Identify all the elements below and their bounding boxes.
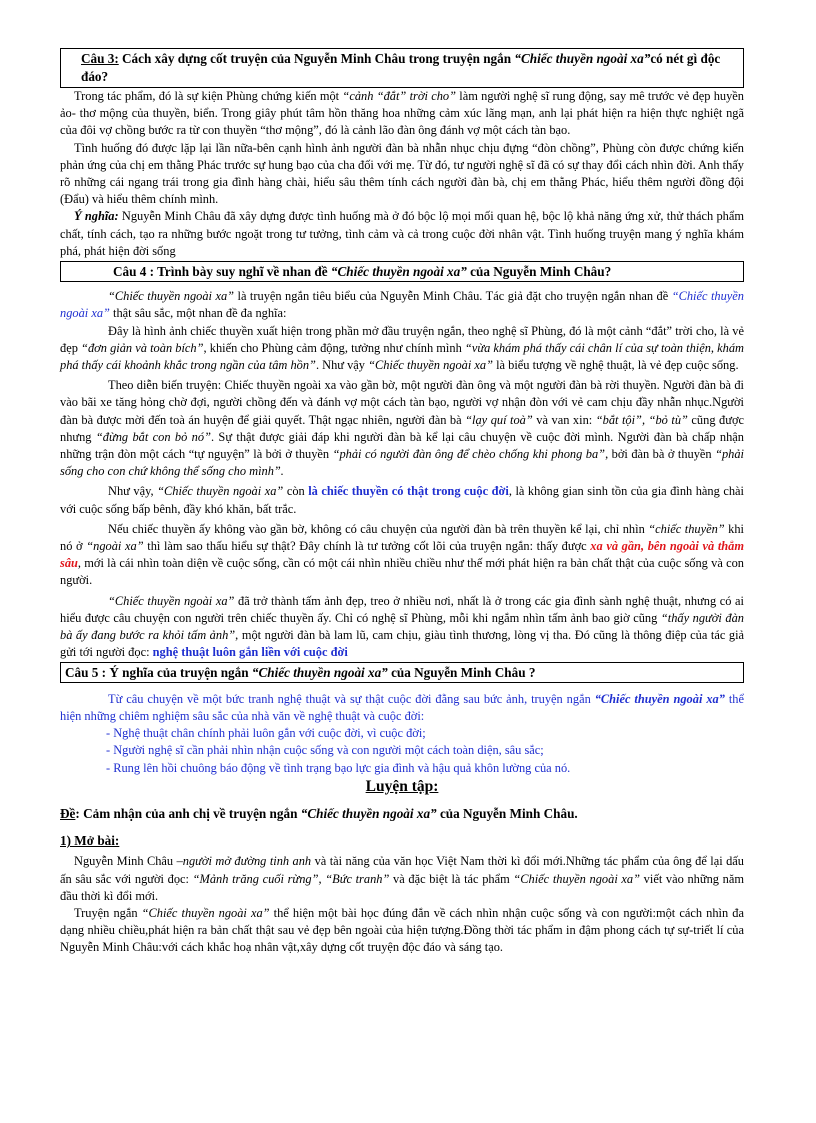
document-page [60, 48, 744, 957]
q5-answer [60, 691, 744, 777]
q3-meaning: Ý nghĩa: Nguyễn Minh Châu đã xây dựng được tình huống mà ở đó bộc lộ mọi mối quan hệ, bộc lộ khả năng ứng xử, thử thách phẩm chất, tính cách, tạo ra những bước ngoặt trong tư tưởng, tình cảm và cả trong cuộc đời nhân vật. Tình huống truyện mang ý nghĩa khám phá, phát hiện đời sống [60, 209, 744, 258]
q5-paragraph-1: Từ câu chuyện về một bức tranh nghệ thuật và sự thật cuộc đời đằng sau bức ảnh, truyện ngắn “Chiếc thuyền ngoài xa” thể hiện những chiêm nghiệm sâu sắc của nhà văn về nghệ thuật và cuộc đời: [60, 691, 744, 723]
q4-paragraph-5: Nếu chiếc thuyền ấy không vào gần bờ, không có câu chuyện của người đàn bà trên thuyền kể lại, chỉ nhìn “chiếc thuyền” khi nó ở “ngoài xa” thì làm sao thấu hiểu sự thật? Đây chính là tư tưởng cốt lõi của truyện ngắn: thấy được xa và gần, bên ngoài và thẳm sâu, mới là cái nhìn toàn diện về cuộc sống, cần có một cái nhìn nhiều chiều như thế mới phát hiện ra bản chất thật của cuộc sống và con người. [60, 521, 745, 588]
question-3-label: Câu 3: [81, 51, 119, 66]
question-3-text-end: có nét gì độc đáo? [81, 51, 721, 84]
q5-bullet-3: - Rung lên hồi chuông báo động về tình trạng bạo lực gia đình và hậu quả khôn lường của nó. [106, 760, 571, 775]
q3-paragraph-2: Tình huống đó được lặp lại lần nữa-bên cạnh hình ảnh người đàn bà nhẫn nhục chịu đựng “đòn chồng”, Phùng còn được chứng kiến phản ứng của chị em thằng Phác trước sự hung bạo của cha đối với mẹ. Từ đó, tư người nghệ sĩ đã có sự thay đổi cách nhìn đời. Anh thấy rõ những cái ngang trái trong gia đình hàng chài, hiểu sâu thêm tính cách người đàn bà, chị em thằng Phác, hiểu thêm người đồng đội (Đẩu) và hiểu thêm chính mình. [60, 140, 744, 207]
intro-paragraph-2: Truyện ngắn “Chiếc thuyền ngoài xa” thể hiện một bài học đúng đắn về cách nhìn nhận cuộc sống và con người:một cách nhìn đa dạng nhiều chiều,phát hiện ra bản chất thật sau vẻ đẹp bên ngoài của hiện tượng.Đồng thời tác phẩm in đậm phong cách tự sự-triết lí của Nguyễn Minh Châu:với cách khắc hoạ nhân vật,xây dựng cốt truyện độc đáo và sáng tạo. [60, 905, 744, 955]
q4-paragraph-4: Như vậy, “Chiếc thuyền ngoài xa” còn là chiếc thuyền có thật trong cuộc đời, là không gian sinh tồn của gia đình hàng chài với cuộc sống bấp bênh, đầy khó khăn, bất trắc. [60, 484, 744, 516]
question-3-heading [60, 48, 744, 88]
q5-bullet-2: - Người nghệ sĩ cần phải nhìn nhận cuộc sống và con người một cách toàn diện, sâu sắc; [106, 743, 544, 758]
practice-title: Luyện tập: [365, 777, 439, 795]
question-4-heading: Câu 4 : Trình bày suy nghĩ về nhan đề “Chiếc thuyền ngoài xa” của Nguyễn Minh Châu? [60, 261, 744, 282]
question-5-heading: Câu 5 : Ý nghĩa của truyện ngắn “Chiếc thuyền ngoài xa” của Nguyễn Minh Châu ? [60, 662, 744, 683]
q4-paragraph-2: Đây là hình ảnh chiếc thuyền xuất hiện trong phần mở đầu truyện ngắn, theo nghệ sĩ Phùng, đó là một cảnh “đắt” trời cho, là vẻ đẹp “đơn giản và toàn bích”, khiến cho Phùng cảm động, tưởng như chính mình “vừa khám phá thấy cái chân lí của sự toàn thiện, khám phá thấy cái khoảnh khắc trong ngần của tâm hồn”. Như vậy “Chiếc thuyền ngoài xa” là biểu tượng về nghệ thuật, là vẻ đẹp cuộc sống. [60, 323, 744, 373]
q4-paragraph-6: “Chiếc thuyền ngoài xa” đã trở thành tấm ảnh đẹp, treo ở nhiều nơi, nhất là ở trong các gia đình sành nghệ thuật, nhưng có ai hiểu được câu chuyện con người trên chiếc thuyền ấy. Chỉ có nghệ sĩ Phùng, mỗi khi ngắm nhìn tấm ảnh bao giờ cũng “thấy người đàn bà ấy đang bước ra khỏi tấm ảnh”, một người đàn bà lam lũ, cam chịu, giàu tình thương, lòng vị tha. Đó cũng là thông điệp của tác giả gửi tới người đọc: nghệ thuật luôn gắn liền với cuộc đời [60, 593, 745, 660]
q4-paragraph-3: Theo diễn biến truyện: Chiếc thuyền ngoài xa vào gần bờ, một người đàn ông và một người đàn bà rời thuyền. Người đàn bà đi vào bãi xe tăng hỏng chờ đợi, người chồng đến và đánh vợ một cách tàn bạo, người vợ nhận đòn với vẻ cam chịu đầy nhẫn nhục.Người đàn bà được mời đến toà án huyện để giải quyết. Thật ngạc nhiên, người đàn bà “lạy quí toà” và van xin: “bắt tội”, “bỏ tù” cũng được nhưng “đừng bắt con bỏ nó”. Sự thật được giải đáp khi người đàn bà kể lại câu chuyện về cuộc đời mình. Người đàn bà chấp nhận những trận đòn một cách “tự nguyện” là bởi ở thuyền “phải có người đàn ông để chèo chống khi phong ba”, bởi đàn bà ở thuyền “phải sống cho con chứ không thể sống cho mình”. [60, 378, 744, 479]
intro-heading: 1) Mở bài: [60, 833, 120, 849]
q4-paragraph-1: “Chiếc thuyền ngoài xa” là truyện ngắn tiêu biểu của Nguyễn Minh Châu. Tác giả đặt cho truyện ngắn nhan đề “Chiếc thuyền ngoài xa” thật sâu sắc, một nhan đề đa nghĩa: [60, 289, 744, 321]
q5-bullet-1: - Nghệ thuật chân chính phải luôn gắn với cuộc đời, vì cuộc đời; [106, 726, 426, 741]
question-3-text: Cách xây dựng cốt truyện của Nguyễn Minh Châu trong truyện ngắn [118, 51, 515, 66]
question-3-title: “Chiếc thuyền ngoài xa” [514, 51, 651, 66]
intro-paragraph-1: Nguyễn Minh Châu –người mở đường tinh anh và tài năng của văn học Việt Nam thời kì đổi mới.Những tác phẩm của ông để lại dấu ấn sâu sắc với người đọc: “Mảnh trăng cuối rừng”, “Bức tranh” và đặc biệt là tác phẩm “Chiếc thuyền ngoài xa” viết vào những năm đầu thời kì đổi mới. [60, 854, 744, 903]
q3-paragraph-1: Trong tác phẩm, đó là sự kiện Phùng chứng kiến một “cảnh “đắt” trời cho” làm người nghệ sĩ rung động, say mê trước vẻ đẹp huyền ảo- thơ mộng của thuyền, biển. Trong giây phút tâm hồn thăng hoa những cảm xúc lãng mạn, anh lại phát hiện ra hiện thực nghiệt ngã của đôi vợ chồng bước ra từ con thuyền “thơ mộng”, đó là cảnh lão đàn ông đánh vợ một cách tàn bạo. [60, 89, 744, 138]
practice-prompt: Đề: Cảm nhận của anh chị về truyện ngắn “Chiếc thuyền ngoài xa” của Nguyễn Minh Châu. [60, 805, 578, 821]
